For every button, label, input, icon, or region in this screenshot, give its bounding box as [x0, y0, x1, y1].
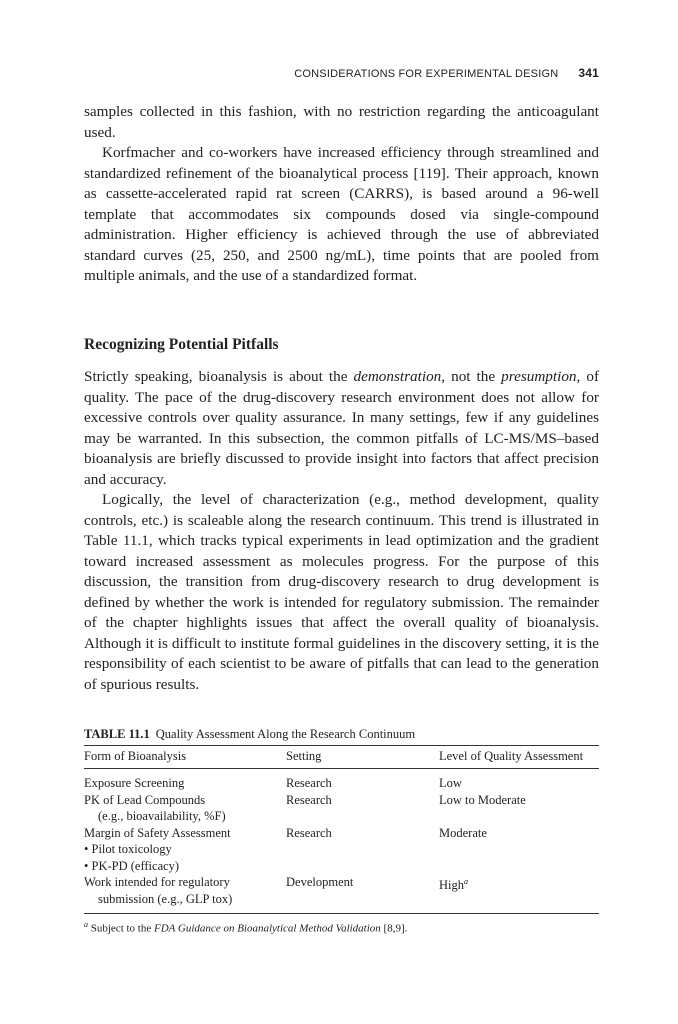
footnote-mark: a	[84, 920, 88, 929]
cell-form-main: Margin of Safety Assessment	[84, 825, 231, 840]
footnote-italic: FDA Guidance on Bioanalytical Method Validation	[154, 922, 381, 935]
cell-level-text: High	[439, 878, 464, 893]
cell-form: Exposure Screening	[84, 776, 185, 790]
cell-level: Moderate	[439, 825, 487, 840]
body-text-section	[84, 367, 599, 695]
cell-form	[84, 792, 286, 825]
paragraph-continuation: samples collected in this fashion, with no restriction regarding the anticoagulant used.	[84, 103, 599, 141]
table-row	[84, 825, 599, 875]
cell-level	[439, 874, 599, 907]
p1-after: , of quality. The pace of the drug-discovery research environment does not allow for excessive controls over quality assurance. In many settings, few if any guidelines may be warranted. In this subsection, the common pitfalls of LC-MS/MS–based bioanalysis are briefly discussed to provide insight into factors that affect precision and accuracy.	[84, 368, 600, 488]
cell-level: Low	[439, 776, 462, 790]
table-label: TABLE 11.1	[84, 727, 150, 741]
table-footnote	[84, 920, 599, 935]
cell-setting: Research	[286, 776, 332, 790]
table-header-row	[84, 746, 599, 768]
table-11-1	[84, 726, 599, 935]
bullet-item: • PK-PD (efficacy)	[84, 858, 180, 873]
cell-form	[84, 825, 286, 875]
body-text-top	[84, 102, 599, 287]
column-header: Setting	[286, 749, 322, 763]
column-header: Form of Bioanalysis	[84, 749, 187, 763]
page-number: 341	[578, 66, 599, 80]
book-page	[84, 0, 599, 1024]
table-caption	[84, 726, 599, 742]
paragraph-continuum: Logically, the level of characterization (e.g., method development, quality controls, etc.) is scaleable along the research continuum. This trend is illustrated in Table 11.1, which tracks typical experiments in lead optimization and the gradient toward increased assessment as molecules progress. For the purpose of this discussion, the transition from drug-discovery research to drug development is defined by whether the work is intended for regulatory submission. The remainder of the chapter highlights issues that affect the overall quality of bioanalysis. Although it is difficult to institute formal guidelines in the discovery setting, it is the responsibility of each scientist to be aware of pitfalls that can lead to the generation of spurious results.	[84, 491, 599, 693]
p1-mid: , not the	[441, 368, 502, 385]
cell-form	[84, 874, 286, 907]
table-row	[84, 775, 599, 792]
cell-form-sub: (e.g., bioavailability, %F)	[98, 809, 226, 823]
column-header: Level of Quality Assessment	[439, 749, 584, 763]
cell-setting: Research	[286, 825, 332, 840]
running-header	[84, 66, 599, 80]
emphasis-presumption: presumption	[501, 368, 577, 385]
table-row	[84, 792, 599, 825]
running-title: CONSIDERATIONS FOR EXPERIMENTAL DESIGN	[294, 68, 559, 80]
section-heading: Recognizing Potential Pitfalls	[84, 336, 279, 353]
cell-setting: Development	[286, 875, 354, 889]
table-title: Quality Assessment Along the Research Continuum	[155, 727, 416, 741]
paragraph-quality	[84, 367, 599, 490]
bullet-item: • Pilot toxicology	[84, 842, 172, 856]
p1-before: Strictly speaking, bioanalysis is about the	[84, 368, 354, 385]
footnote-marker: a	[464, 877, 468, 886]
table-row	[84, 874, 599, 907]
table-bottom-rule	[84, 913, 599, 914]
cell-form-sub: submission (e.g., GLP tox)	[98, 891, 233, 906]
footnote-after: [8,9].	[380, 922, 408, 935]
paragraph-carrs: Korfmacher and co-workers have increased efficiency through streamlined and standardized refinement of the bioanalytical process [119]. Their approach, known as cassette-accelerated rapid rat screen (CARRS), is based around a 96-well template that accommodates six compounds dosed via single-compound administration. Higher efficiency is achieved through the use of abbreviated standard curves (25, 250, and 2500 ng/mL), time points that are pooled from multiple animals, and the use of a standardized format.	[84, 144, 599, 284]
cell-setting: Research	[286, 792, 332, 807]
emphasis-demonstration: demonstration	[353, 368, 442, 385]
footnote-before: Subject to the	[90, 922, 154, 935]
quality-table	[84, 746, 599, 913]
cell-form-main: PK of Lead Compounds	[84, 792, 206, 807]
cell-form-main: Work intended for regulatory	[84, 875, 230, 889]
cell-level: Low to Moderate	[439, 792, 526, 807]
